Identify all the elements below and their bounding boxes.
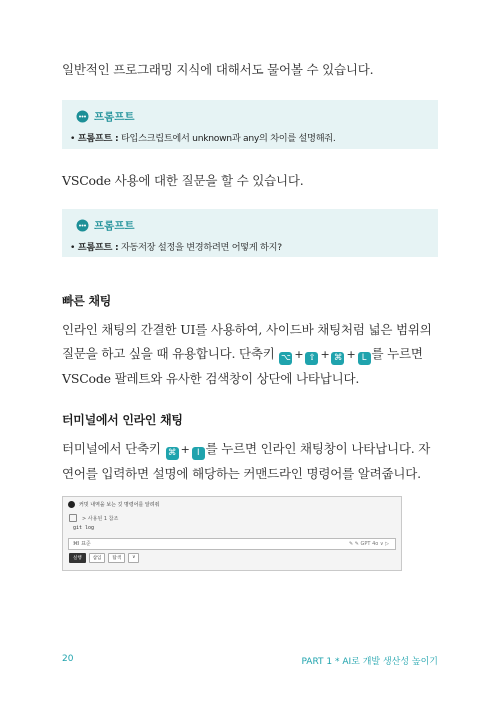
paragraph-terminal-chat (62, 437, 440, 486)
plus-sign: + (346, 348, 356, 361)
plus-sign: + (180, 443, 190, 456)
text-line: VSCode 팔레트와 유사한 검색창이 상단에 나타납니다. (62, 371, 360, 386)
text-line (62, 342, 440, 367)
more-dropdown-button[interactable]: ∨ (128, 553, 139, 563)
command-key-icon: ⌘ (166, 447, 179, 460)
page-number: 20 (62, 654, 74, 664)
explore-button[interactable]: 탐색 (108, 553, 125, 563)
terminal-reference-row (69, 514, 118, 522)
text-line: 인라인 채팅의 간결한 UI를 사용하여, 사이드바 채팅처럼 넓은 범위의 (62, 322, 432, 337)
terminal-inline-chat-screenshot (62, 496, 402, 571)
l-key-icon: L (358, 352, 371, 365)
prompt-title: 프롬프트 (94, 220, 135, 232)
text-line (62, 437, 440, 462)
text-fragment: 를 누르면 인라인 채팅창이 나타납니다. 자 (205, 441, 431, 456)
option-key-icon: ⌥ (281, 353, 291, 363)
prompt-text: 자동저장 설정을 변경하려면 어떻게 하지? (118, 242, 282, 253)
text-fragment: 터미널에서 단축키 (62, 441, 165, 456)
section-heading-quick-chat: 빠른 채팅 (62, 294, 112, 308)
terminal-chat-title: 커밋 내역을 보는 깃 명령어를 알려줘 (79, 501, 160, 508)
plus-sign: + (294, 348, 304, 361)
text-fragment: 를 누르면 (371, 346, 423, 361)
part-label: PART 1 * AI로 개발 생산성 높이기 (301, 657, 438, 667)
paragraph-quick-chat (62, 318, 440, 391)
prompt-label: 프롬프트 : (77, 242, 119, 253)
terminal-input-controls[interactable]: ✎ ✎ GPT 4o ∨ ▷ (348, 541, 389, 547)
paragraph-vscode: VSCode 사용에 대한 질문을 할 수 있습니다. (62, 173, 304, 188)
user-avatar-icon (68, 501, 75, 508)
prompt-box-2 (62, 209, 438, 257)
terminal-code-suggestion: git log (73, 525, 95, 531)
reference-label[interactable]: > 사용된 1 참조 (82, 515, 119, 522)
text-line: 연어를 입력하면 설명에 해당하는 커맨드라인 명령어를 알려줍니다. (62, 466, 421, 481)
prompt-text-line: • 프롬프트 : 타입스크립트에서 unknown과 any의 차이를 설명해줘. (70, 133, 336, 144)
terminal-action-buttons (69, 553, 139, 563)
paragraph-general-knowledge: 일반적인 프로그래밍 지식에 대해서도 물어볼 수 있습니다. (62, 62, 374, 77)
i-key-icon: I (192, 447, 205, 460)
terminal-input-placeholder: ⌘I 표준 (73, 541, 91, 547)
prompt-title: 프롬프트 (94, 111, 135, 123)
copilot-icon (69, 514, 77, 522)
prompt-header (76, 109, 135, 124)
prompt-box-1 (62, 100, 438, 149)
prompt-label: 프롬프트 : (77, 133, 119, 144)
prompt-header (76, 218, 135, 233)
terminal-chat-title-bar (63, 497, 401, 511)
section-heading-terminal-chat: 터미널에서 인라인 채팅 (62, 413, 183, 427)
prompt-text-line: • 프롬프트 : 자동저장 설정을 변경하려면 어떻게 하지? (70, 242, 282, 253)
text-fragment: 질문을 하고 싶을 때 유용합니다. 단축키 (62, 346, 279, 361)
insert-button[interactable]: 삽입 (89, 553, 106, 563)
chat-bubble-icon (76, 219, 89, 232)
prompt-text: 타입스크립트에서 unknown과 any의 차이를 설명해줘. (118, 133, 336, 144)
chat-bubble-icon (76, 110, 89, 123)
command-key-icon: ⌘ (331, 352, 344, 365)
plus-sign: + (320, 348, 330, 361)
run-button[interactable]: 실행 (69, 553, 86, 563)
shift-key-icon: ⇧ (305, 352, 318, 365)
terminal-chat-input[interactable] (68, 538, 396, 550)
